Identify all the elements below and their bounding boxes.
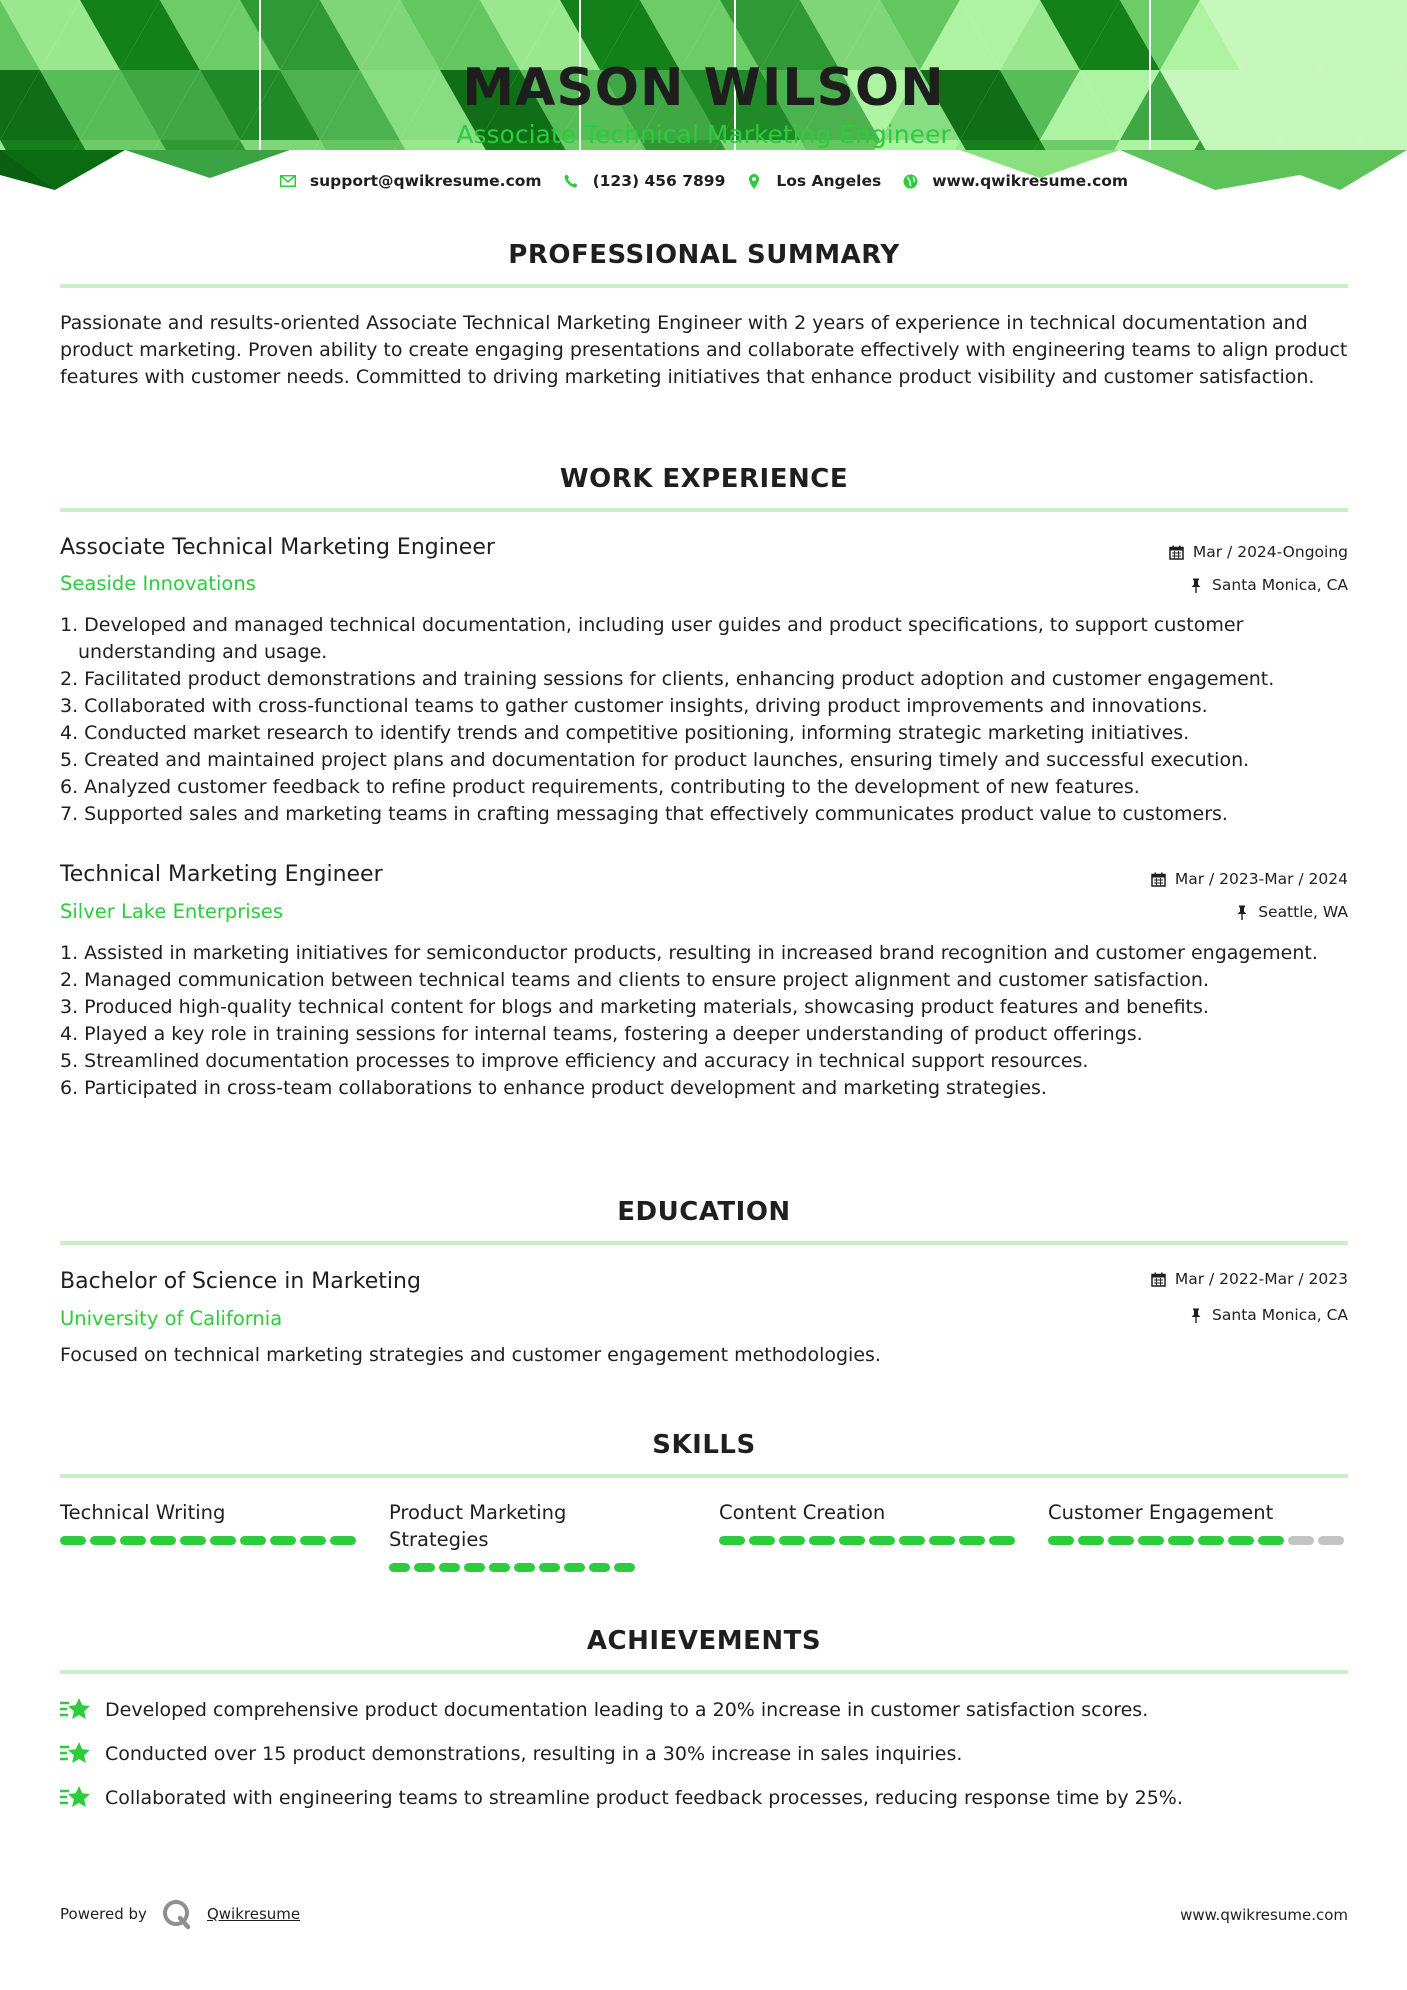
envelope-icon <box>279 172 297 190</box>
list-item: 2. Facilitated product demonstrations and training sessions for clients, enhancing product adoption and customer engagement. <box>60 668 1275 690</box>
skill-customer-engagement <box>1048 1499 1348 1545</box>
skill-level-bar <box>389 1563 639 1572</box>
calendar-icon <box>1169 544 1185 560</box>
skills-heading: SKILLS <box>652 1430 756 1460</box>
skill-label: Technical Writing <box>60 1501 226 1524</box>
achievements-divider <box>60 1670 1348 1674</box>
job-2-dates-text: Mar / 2023-Mar / 2024 <box>1174 870 1348 888</box>
qwikresume-logo-icon <box>161 1898 193 1930</box>
education-description: Focused on technical marketing strategies and customer engagement methodologies. <box>60 1344 881 1366</box>
skill-segment-empty <box>1318 1536 1344 1545</box>
skill-segment-filled <box>489 1563 510 1572</box>
contact-location-text: Los Angeles <box>776 172 882 190</box>
list-item: 1. Assisted in marketing initiatives for semiconductor products, resulting in increased brand recognition and customer engagement. <box>60 942 1318 964</box>
qwikresume-link[interactable]: Qwikresume <box>206 1905 301 1923</box>
skill-segment-filled <box>1048 1536 1074 1545</box>
pushpin-icon <box>1234 904 1250 920</box>
skill-segment-filled <box>989 1536 1015 1545</box>
skill-segment-filled <box>1228 1536 1254 1545</box>
skill-product-marketing-strategies <box>389 1499 639 1572</box>
job-2-company: Silver Lake Enterprises <box>60 900 284 923</box>
skill-segment-filled <box>210 1536 236 1545</box>
education-dates <box>1151 1270 1348 1288</box>
contact-website[interactable] <box>901 172 1128 190</box>
education-heading: EDUCATION <box>617 1197 791 1227</box>
skill-segment-filled <box>539 1563 560 1572</box>
skill-segment-filled <box>719 1536 745 1545</box>
skill-segment-filled <box>564 1563 585 1572</box>
candidate-title: Associate Technical Marketing Engineer <box>456 120 951 149</box>
skill-segment-filled <box>869 1536 895 1545</box>
skill-segment-filled <box>270 1536 296 1545</box>
education-location <box>1188 1306 1348 1324</box>
skill-label: Product Marketing Strategies <box>389 1501 567 1551</box>
skill-segment-filled <box>959 1536 985 1545</box>
list-item: 2. Managed communication between technical teams and clients to ensure project alignment and customer satisfaction. <box>60 969 1210 991</box>
contact-email-text: support@qwikresume.com <box>309 172 542 190</box>
phone-icon <box>562 172 580 190</box>
powered-by-label: Powered by <box>60 1905 147 1923</box>
job-2-location-text: Seattle, WA <box>1258 903 1348 921</box>
job-1-dates-text: Mar / 2024-Ongoing <box>1192 543 1348 561</box>
education-divider <box>60 1241 1348 1245</box>
skill-segment-filled <box>809 1536 835 1545</box>
skill-segment-filled <box>749 1536 775 1545</box>
job-1-company: Seaside Innovations <box>60 572 256 595</box>
skill-segment-empty <box>1288 1536 1314 1545</box>
skill-segment-filled <box>439 1563 460 1572</box>
skill-label: Content Creation <box>719 1501 886 1524</box>
skill-segment-filled <box>929 1536 955 1545</box>
contact-bar <box>0 172 1407 190</box>
skill-level-bar <box>719 1536 1019 1545</box>
education-dates-text: Mar / 2022-Mar / 2023 <box>1174 1270 1348 1288</box>
skill-segment-filled <box>120 1536 146 1545</box>
achievement-text: Conducted over 15 product demonstrations, resulting in a 30% increase in sales inquiries. <box>105 1743 963 1765</box>
achievement-item <box>60 1696 1350 1724</box>
footer-website[interactable]: www.qwikresume.com <box>1180 1906 1348 1924</box>
achievement-text: Collaborated with engineering teams to streamline product feedback processes, reducing response time by 25%. <box>105 1787 1183 1809</box>
contact-phone[interactable] <box>562 172 726 190</box>
list-item: 3. Collaborated with cross-functional teams to gather customer insights, driving product improvements and innovations. <box>60 695 1208 717</box>
skill-segment-filled <box>464 1563 485 1572</box>
job-2-bullets <box>60 940 1360 1102</box>
skill-segment-filled <box>514 1563 535 1572</box>
skill-segment-filled <box>1258 1536 1284 1545</box>
calendar-icon <box>1151 1271 1167 1287</box>
skill-segment-filled <box>1198 1536 1224 1545</box>
star-award-icon <box>60 1696 93 1724</box>
summary-heading: PROFESSIONAL SUMMARY <box>508 240 900 270</box>
job-1-role: Associate Technical Marketing Engineer <box>60 535 495 560</box>
job-2-dates <box>1151 870 1348 888</box>
skill-segment-filled <box>240 1536 266 1545</box>
skill-segment-filled <box>1168 1536 1194 1545</box>
map-pin-icon <box>745 172 763 190</box>
skill-level-bar <box>60 1536 360 1545</box>
skills-divider <box>60 1474 1348 1478</box>
globe-icon <box>901 172 919 190</box>
experience-heading: WORK EXPERIENCE <box>559 464 849 494</box>
job-1-location <box>1188 576 1348 594</box>
candidate-name: MASON WILSON <box>462 58 945 118</box>
star-award-icon <box>60 1784 93 1812</box>
skill-label: Customer Engagement <box>1048 1501 1274 1524</box>
skill-segment-filled <box>60 1536 86 1545</box>
education-school: University of California <box>60 1307 283 1330</box>
achievement-item <box>60 1784 1350 1812</box>
list-item: 5. Created and maintained project plans and documentation for product launches, ensuring timely and successful execution. <box>60 749 1250 771</box>
skill-segment-filled <box>899 1536 925 1545</box>
contact-phone-text: (123) 456 7899 <box>592 172 726 190</box>
star-award-icon <box>60 1740 93 1768</box>
list-item: 5. Streamlined documentation processes to improve efficiency and accuracy in technical support resources. <box>60 1050 1089 1072</box>
list-item: 1. Developed and managed technical documentation, including user guides and product specifications, to support customer understanding and usage. <box>60 614 1244 663</box>
calendar-icon <box>1151 871 1167 887</box>
list-item: 7. Supported sales and marketing teams in crafting messaging that effectively communicates product value to customers. <box>60 803 1228 825</box>
list-item: 4. Played a key role in training sessions for internal teams, fostering a deeper understanding of product offerings. <box>60 1023 1143 1045</box>
achievement-text: Developed comprehensive product documentation leading to a 20% increase in customer satisfaction scores. <box>105 1699 1149 1721</box>
skill-content-creation <box>719 1499 1019 1545</box>
summary-text: Passionate and results-oriented Associate Technical Marketing Engineer with 2 years of experience in technical documentation and product marketing. Proven ability to create engaging presentations and collaborate effectively with engineering teams to align product features with customer needs. Committed to driving marketing initiatives that enhance product visibility and customer satisfaction. <box>60 312 1348 388</box>
achievement-item <box>60 1740 1350 1768</box>
skill-segment-filled <box>779 1536 805 1545</box>
skill-segment-filled <box>1078 1536 1104 1545</box>
list-item: 3. Produced high-quality technical content for blogs and marketing materials, showcasing product features and benefits. <box>60 996 1209 1018</box>
skill-segment-filled <box>180 1536 206 1545</box>
list-item: 4. Conducted market research to identify trends and competitive positioning, informing strategic marketing initiatives. <box>60 722 1190 744</box>
summary-divider <box>60 284 1348 288</box>
skill-segment-filled <box>1108 1536 1134 1545</box>
footer-powered-by <box>60 1898 300 1930</box>
skill-segment-filled <box>150 1536 176 1545</box>
skill-segment-filled <box>414 1563 435 1572</box>
job-1-dates <box>1169 543 1348 561</box>
skill-segment-filled <box>1138 1536 1164 1545</box>
skill-technical-writing <box>60 1499 360 1545</box>
list-item: 6. Participated in cross-team collaborations to enhance product development and marketing strategies. <box>60 1077 1047 1099</box>
achievements-heading: ACHIEVEMENTS <box>586 1626 822 1656</box>
education-location-text: Santa Monica, CA <box>1212 1306 1348 1324</box>
education-degree: Bachelor of Science in Marketing <box>60 1269 421 1294</box>
experience-divider <box>60 508 1348 512</box>
job-2-location <box>1234 903 1348 921</box>
skill-segment-filled <box>389 1563 410 1572</box>
skill-segment-filled <box>90 1536 116 1545</box>
job-2-role: Technical Marketing Engineer <box>60 862 383 887</box>
skill-level-bar <box>1048 1536 1348 1545</box>
contact-location <box>745 172 881 190</box>
list-item: 6. Analyzed customer feedback to refine product requirements, contributing to the development of new features. <box>60 776 1140 798</box>
contact-website-text: www.qwikresume.com <box>932 172 1129 190</box>
job-1-bullets <box>60 612 1360 828</box>
skill-segment-filled <box>614 1563 635 1572</box>
pushpin-icon <box>1188 1307 1204 1323</box>
skill-segment-filled <box>330 1536 356 1545</box>
pushpin-icon <box>1188 577 1204 593</box>
skill-segment-filled <box>300 1536 326 1545</box>
contact-email[interactable] <box>279 172 542 190</box>
skill-segment-filled <box>589 1563 610 1572</box>
skill-segment-filled <box>839 1536 865 1545</box>
job-1-location-text: Santa Monica, CA <box>1212 576 1348 594</box>
